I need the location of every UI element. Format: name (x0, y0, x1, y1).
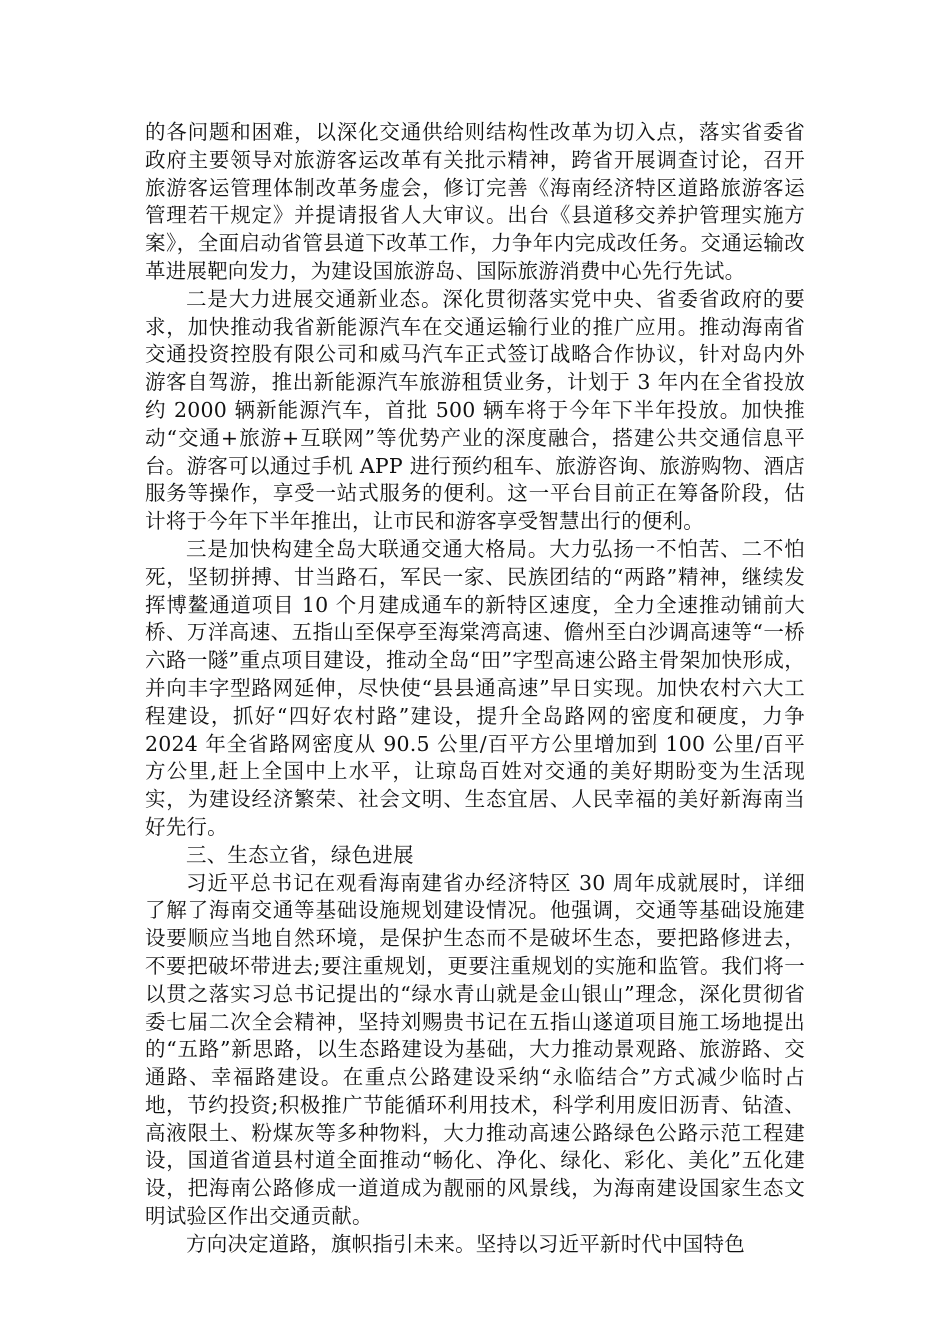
paragraph-direction: 方向决定道路，旗帜指引未来。坚持以习近平新时代中国特色 (186, 1231, 745, 1256)
paragraph-island-connectivity: 三是加快构建全岛大联通交通大格局。大力弘扬一不怕苦、二不怕死，坚韧拼搏、甘当路石，军民一家、民族团结的“两路”精神，继续发挥博鳌通道项目 10 个月建成通车的新特区速度，全力全速推动铺前大桥、万洋高速、五指山至保亭至海棠湾高速、儋州至白沙调高速等“一桥六路一隧”重点项目建设，推动全岛“田”字型高速公路主骨架加快形成，并向丰字型路网延伸，尽快使“县县通高速”早日实现。加快农村六大工程建设，抓好“四好农村路”建设，提升全岛路网的密度和硬度，力争 2024 年全省路网密度从 90.5 公里/百平方公里增加到 100 公里/百平方公里,赶上全国中上水平，让琼岛百姓对交通的美好期盼变为生活现实，为建设经济繁荣、社会文明、生态宜居、人民幸福的美好新海南当好先行。 (145, 536, 805, 839)
paragraph-ecological-roads: 习近平总书记在观看海南建省办经济特区 30 周年成就展时，详细了解了海南交通等基础设施规划建设情况。他强调，交通等基础设施建设要顺应当地自然环境，是保护生态而不是破坏生态，要把路修进去，不要把破坏带进去;要注重规划，更要注重规划的实施和监管。我们将一以贯之落实习总书记提出的“绿水青山就是金山银山”理念，深化贯彻省委七届二次全会精神，坚持刘赐贵书记在五指山遂道项目施工场地提出的“五路”新思路，以生态路建设为基础，大力推动景观路、旅游路、交通路、幸福路建设。在重点公路建设采纳“永临结合”方式减少临时占地，节约投资;积极推广节能循环利用技术，科学利用废旧沥青、钻渣、高液限土、粉煤灰等多种物料，大力推动高速公路绿色公路示范工程建设，国道省道县村道全面推动“畅化、净化、绿化、彩化、美化”五化建设，把海南公路修成一道道成为靓丽的风景线，为海南建设国家生态文明试验区作出交通贡献。 (145, 870, 805, 1229)
paragraph-new-business-forms: 二是大力进展交通新业态。深化贯彻落实党中央、省委省政府的要求，加快推动我省新能源汽车在交通运输行业的推广应用。推动海南省交通投资控股有限公司和威马汽车正式签订战略合作协议，针对岛内外游客自驾游，推出新能源汽车旅游租赁业务，计划于 3 年内在全省投放约 2000 辆新能源汽车，首批 500 辆车将于今年下半年投放。加快推动“交通+旅游+互联网”等优势产业的深度融合，搭建公共交通信息平台。游客可以通过手机 APP 进行预约租车、旅游咨询、旅游购物、酒店服务等操作，享受一站式服务的便利。这一平台目前正在筹备阶段，估计将于今年下半年推出，让市民和游客享受智慧出行的便利。 (145, 286, 805, 534)
document-body (145, 119, 805, 1259)
section-heading-ecology: 三、生态立省，绿色进展 (186, 842, 414, 867)
paragraph-continuation: 的各问题和困难，以深化交通供给则结构性改革为切入点，落实省委省政府主要领导对旅游客运改革有关批示精神，跨省开展调查讨论，召开旅游客运管理体制改革务虚会，修订完善《海南经济特区道路旅游客运管理若干规定》并提请报省人大审议。出台《县道移交养护管理实施方案》，全面启动省管县道下改革工作，力争年内完成改任务。交通运输改革进展靶向发力，为建设国旅游岛、国际旅游消费中心先行先试。 (145, 120, 805, 283)
